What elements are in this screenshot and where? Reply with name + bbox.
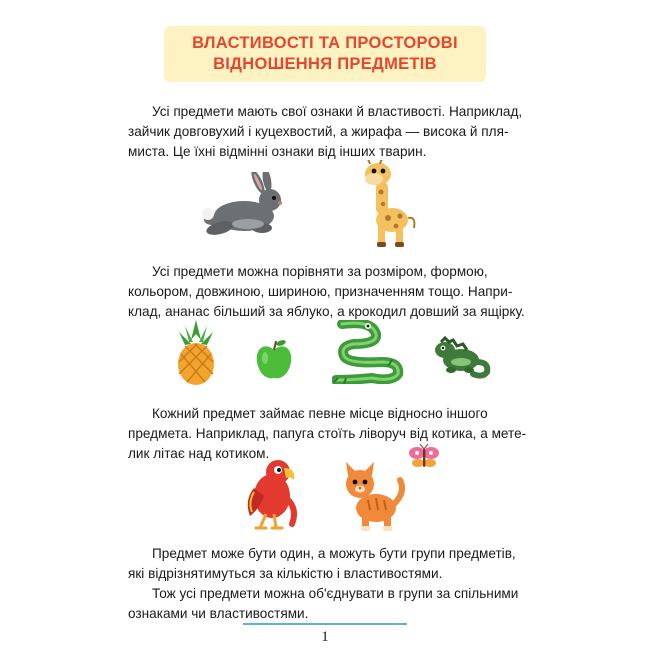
title-line-2: ВІДНОШЕННЯ ПРЕДМЕТІВ (213, 55, 437, 73)
paragraph-4 (128, 544, 528, 624)
paragraph-3 (128, 404, 528, 464)
lizard-illustration (433, 336, 491, 380)
giraffe-illustration (356, 160, 418, 248)
paragraph-2-line-1: Усі предмети можна порівняти за розміром, формою, (152, 264, 488, 279)
paragraph-3-line-1: Кожний предмет займає певне місце відносно іншого (152, 406, 488, 421)
rabbit-illustration (198, 172, 284, 244)
page-number: 1 (321, 629, 329, 645)
apple-illustration (255, 338, 293, 382)
paragraph-1-line-3: миста. Це їхні відмінні ознаки від інших тварин. (128, 144, 427, 159)
paragraph-2-line-2: кольором, довжиною, шириною, призначенням тощо. Напри- (128, 284, 513, 299)
butterfly-illustration (408, 444, 440, 470)
paragraph-3-line-2: предмета. Наприклад, папуга стоїть ліворуч від котика, а мете- (128, 426, 527, 441)
paragraph-4-line-1: Предмет може бути один, а можуть бути групи предметів, (152, 546, 516, 561)
paragraph-4-line-3: Тож усі предмети можна об'єднувати в групи за спільними (152, 586, 519, 601)
paragraph-1-line-2: зайчик довговухий і куцехвостий, а жирафа — висока й пля- (128, 124, 509, 139)
paragraph-1 (128, 102, 528, 162)
cat-illustration (340, 462, 406, 532)
parrot-illustration (240, 458, 306, 532)
title-box (164, 26, 486, 82)
paragraph-4-line-4: ознаками чи властивостями. (128, 606, 309, 621)
pineapple-illustration (175, 318, 217, 386)
paragraph-4-line-2: які відрізнятимуться за кількістю і властивостями. (128, 566, 443, 581)
paragraph-3-line-3: лик літає над котиком. (128, 446, 270, 461)
paragraph-2 (128, 262, 528, 322)
page-number-divider (243, 623, 407, 625)
crocodile-illustration (332, 320, 404, 384)
paragraph-2-line-3: клад, ананас більший за яблуко, а крокодил довший за ящірку. (128, 304, 525, 319)
paragraph-1-line-1: Усі предмети мають свої ознаки й властивості. Наприклад, (152, 104, 523, 119)
title-line-1: ВЛАСТИВОСТІ ТА ПРОСТОРОВІ (192, 34, 458, 52)
